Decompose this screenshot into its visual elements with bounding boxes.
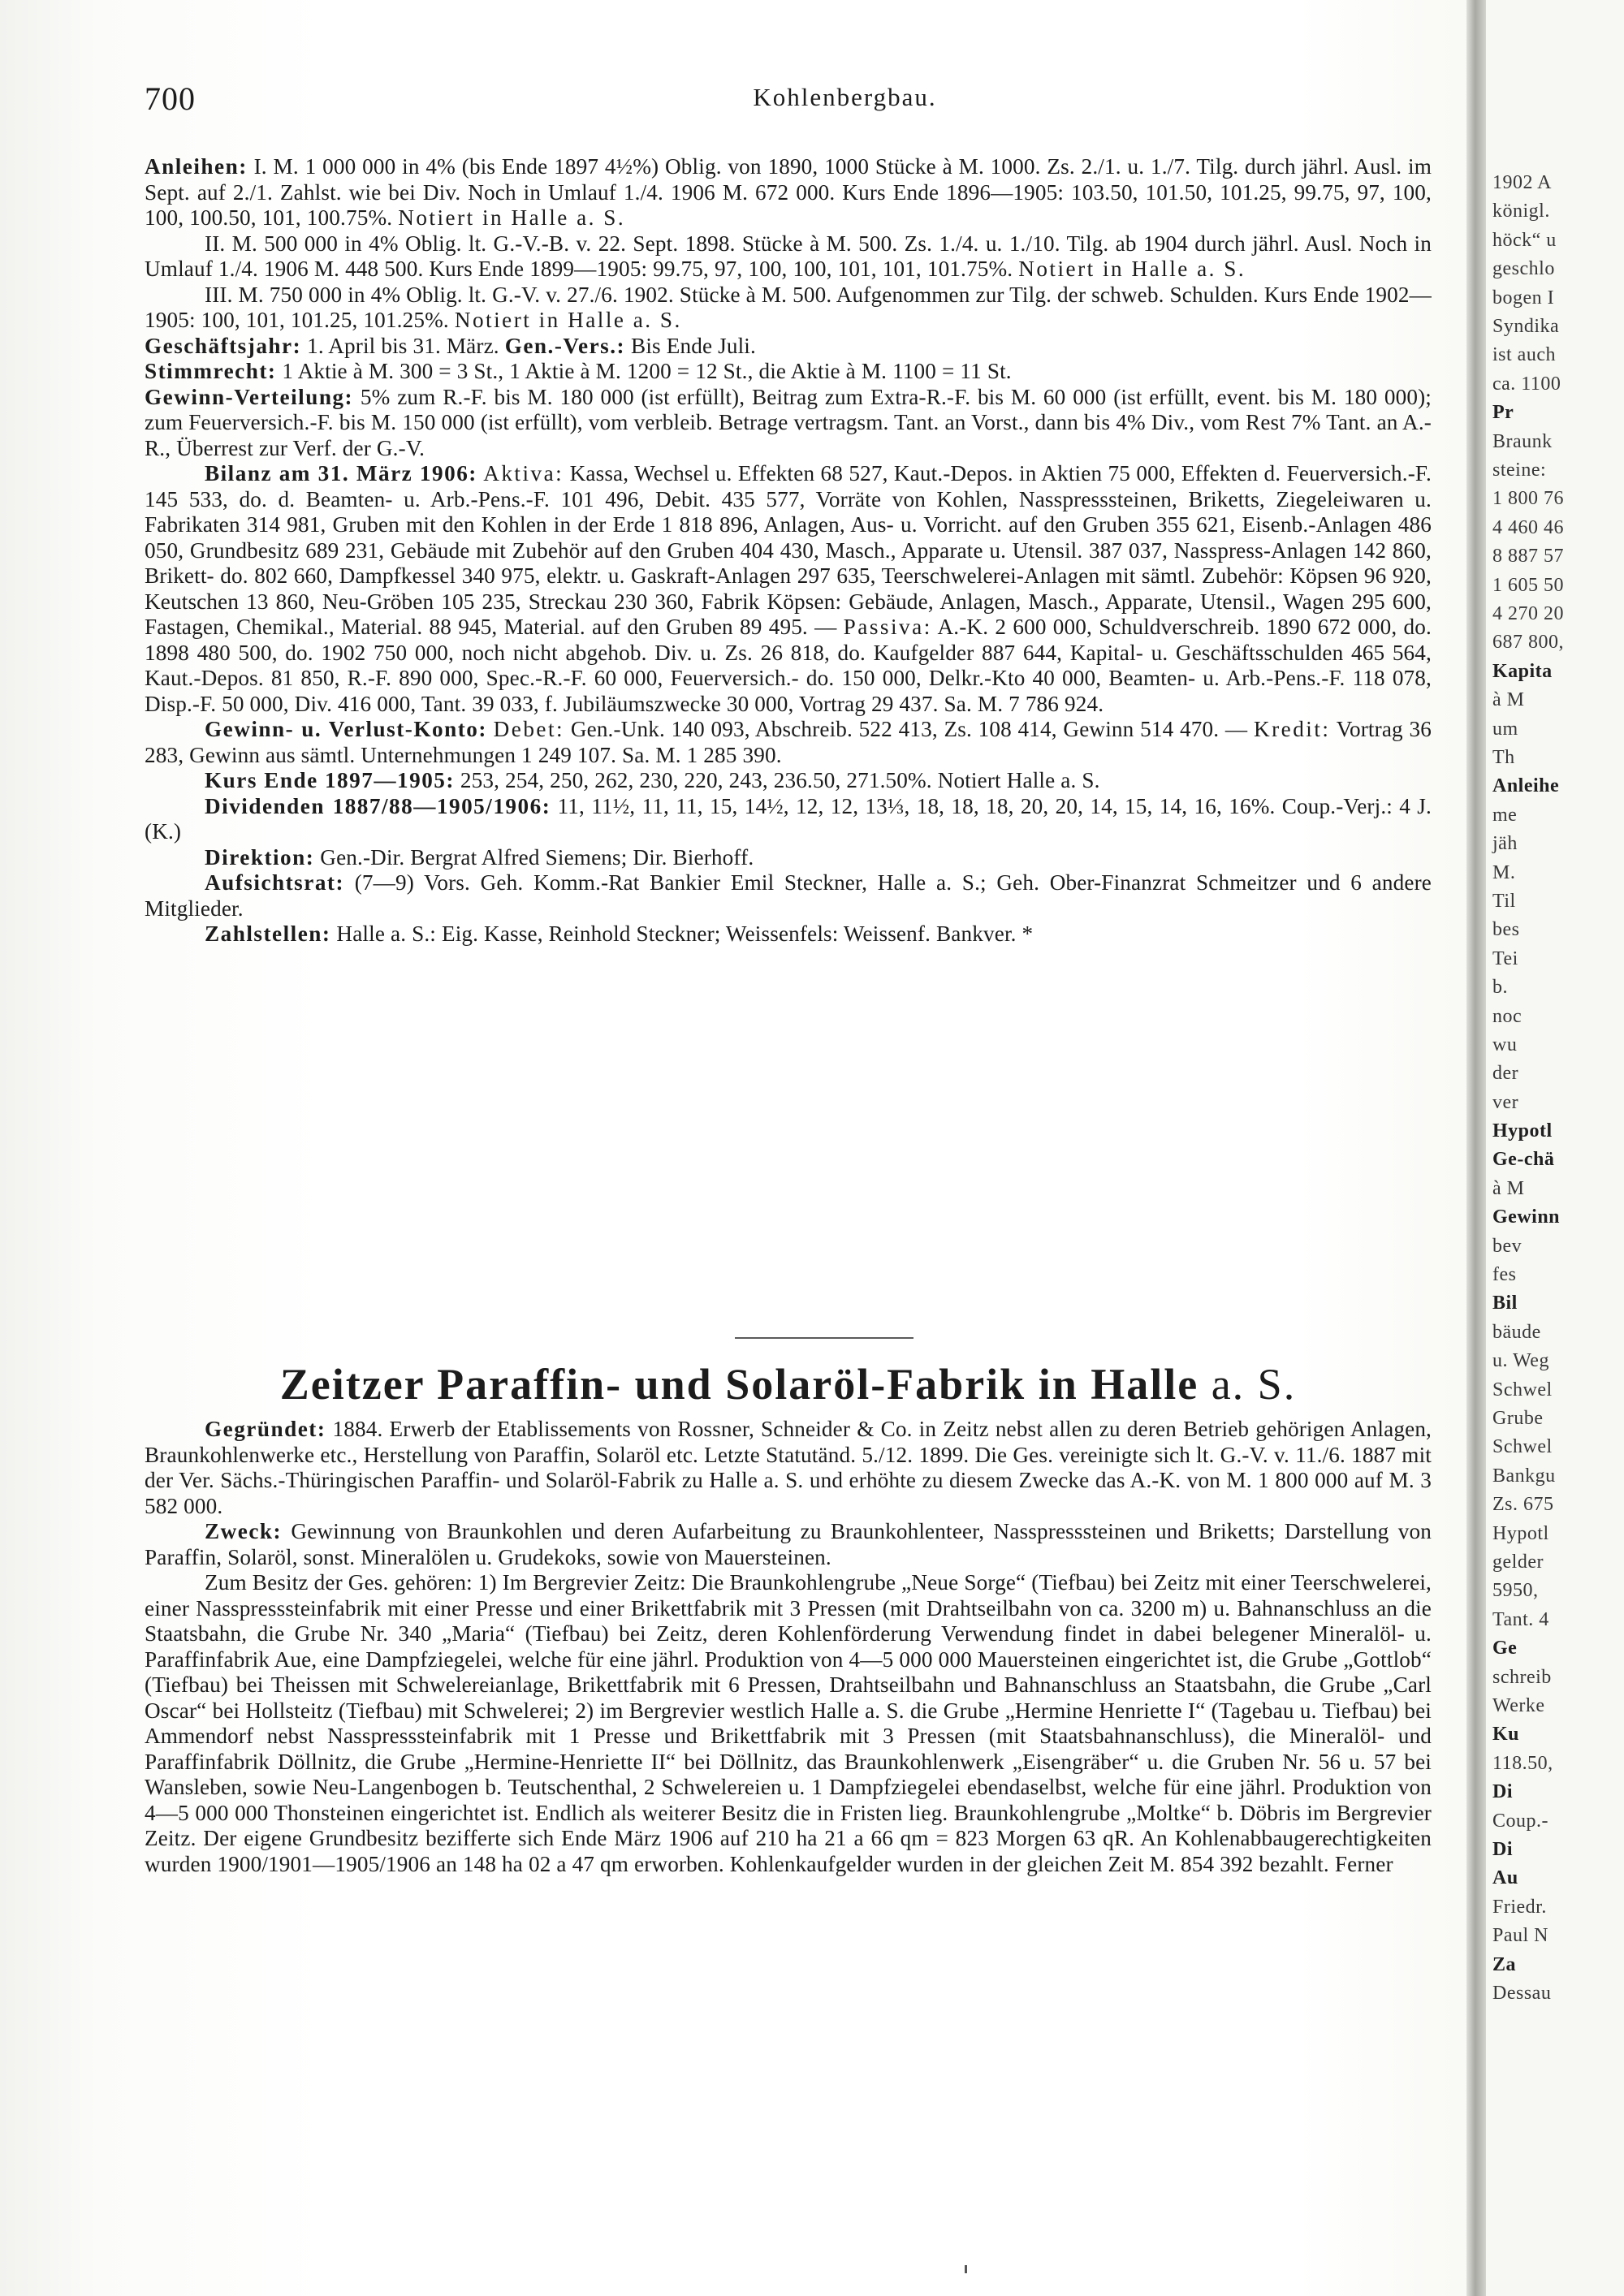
adjacent-page-fragment: Ge: [1492, 1638, 1518, 1659]
bilanz: Bilanz am 31. März 1906: Aktiva: Kassa, Wechsel u. Effekten 68 527, Kaut.-Depos. in Aktien 75 000, Effekten d. Feuerversich.-F. 145 533, do. d. Beamten- u. Arb.-Pens.-F. 101 496, Debit. 435 577, Vorräte von Kohlen, Nasspresssteinen, Briketts, Ziegeleiwaren u. Fabrikaten 314 981, Gruben mit den Kohlen in der Erde 1 818 896, Anlagen, Aus- u. Vorricht. auf den Gruben 355 621, Eisenb.-Anlagen 486 050, Grundbesitz 689 231, Gebäude mit Zubehör auf den Gruben 404 430, Masch., Apparate u. Utensil. 387 037, Nasspress-Anlagen 142 860, Brikett- do. 802 660, Dampfkessel 340 975, elektr. u. Gaskraft-Anlagen 297 635, Teerschwelerei-Anlagen mit sämtl. Zubehör: Köpsen 96 920, Keutschen 13 860, Neu-Gröben 105 235, Streckau 230 360, Fabrik Köpsen: Gebäude, Anlagen, Masch., Apparate, Utensil., Wagen 295 600, Fastagen, Chemikal., Material. 88 945, Material. auf den Gruben 89 495. — Passiva: A.-K. 2 600 000, Schuldverschreib. 1890 672 000, do. 1898 480 500, do. 1902 750 000, noch nicht abgehob. Div. u. Zs. 26 818, do. Kaufgelder 887 644, Kapital- u. Geschäftsschulden 465 564, Kaut.-Depos. 81 850, R.-F. 890 000, Spec.-R.-F. 60 000, Feuerversich.- do. 150 000, Delkr.-Kto 40 000, Beamten- u. Arb.-Pens.-F. 118 078, Disp.-F. 50 000, Div. 416 000, Tant. 39 033, f. Jubiläumszwecke 30 000, Vortrag 29 437. Sa. M. 7 786 924.: [145, 461, 1432, 716]
kurs: Kurs Ende 1897—1905: 253, 254, 250, 262, 230, 220, 243, 236.50, 271.50%. Notiert Halle a. S.: [205, 768, 1100, 792]
running-head: Kohlenbergbau.: [753, 83, 937, 111]
stimmrecht: Stimmrecht: 1 Aktie à M. 300 = 3 St., 1 Aktie à M. 1200 = 12 St., die Aktie à M. 1100 = 11 St.: [145, 359, 1012, 383]
adjacent-page-fragment: Za: [1492, 1954, 1517, 1975]
adjacent-page-fragment: b.: [1492, 977, 1508, 998]
adjacent-page-fragment: 4 270 20: [1492, 603, 1564, 624]
adjacent-page-fragment: bev: [1492, 1236, 1522, 1257]
adjacent-page-fragment: gelder: [1492, 1552, 1544, 1573]
anleihen-ii: II. M. 500 000 in 4% Oblig. lt. G.-V.-B. v. 22. Sept. 1898. Stücke à M. 500. Zs. 1./4. u. 1./10. Tilg. ab 1904 durch jährl. Ausl. Noch in Umlauf 1./4. 1906 M. 448 500. Kurs Ende 1899—1905: 99.75, 97, 100, 100, 101, 101, 101.75%. Notiert in Halle a. S.: [145, 231, 1432, 281]
adjacent-page-fragment: Braunk: [1492, 431, 1553, 452]
gewinn-verlust-konto: Gewinn- u. Verlust-Konto: Debet: Gen.-Unk. 140 093, Abschreib. 522 413, Zs. 108 414, Gewinn 514 470. — Kredit: Vortrag 36 283, Gewinn aus sämtl. Unternehmungen 1 249 107. Sa. M. 1 285 390.: [145, 717, 1432, 767]
adjacent-page-fragment: Pr: [1492, 402, 1514, 423]
company-entry-zeitzer: [145, 1417, 1432, 1877]
book-gutter: [1466, 0, 1486, 2296]
adjacent-page-fragment: Friedr.: [1492, 1897, 1547, 1918]
direktion: Direktion: Gen.-Dir. Bergrat Alfred Siemens; Dir. Bierhoff.: [205, 844, 754, 870]
anleihen-iii: III. M. 750 000 in 4% Oblig. lt. G.-V. v. 27./6. 1902. Stücke à M. 500. Aufgenommen zur Tilg. der schweb. Schulden. Kurs Ende 1902—1905: 100, 101, 101.25, 101.25%. Notiert in Halle a. S.: [145, 282, 1432, 332]
adjacent-page-fragment: 118.50,: [1492, 1753, 1553, 1774]
adjacent-page-fragment: Zs. 675: [1492, 1494, 1554, 1515]
adjacent-page-fragment: um: [1492, 719, 1518, 740]
adjacent-page-fragment: Bankgu: [1492, 1465, 1556, 1487]
adjacent-page-fragment: Au: [1492, 1867, 1518, 1888]
adjacent-page-fragment: jäh: [1492, 833, 1518, 854]
adjacent-page-fragment: 8 887 57: [1492, 546, 1564, 567]
adjacent-page-fragment: ca. 1100: [1492, 373, 1561, 395]
adjacent-page-fragment: wu: [1492, 1034, 1518, 1055]
adjacent-page-fragment: steine:: [1492, 460, 1547, 481]
adjacent-page-fragment: Coup.-: [1492, 1810, 1548, 1832]
adjacent-page-fragment: ist auch: [1492, 344, 1556, 365]
geschaeftsjahr: Geschäftsjahr: 1. April bis 31. März. Gen.-Vers.: Bis Ende Juli.: [145, 333, 756, 358]
besitz: Zum Besitz der Ges. gehören: 1) Im Bergrevier Zeitz: Die Braunkohlengrube „Neue Sorge“ (Tiefbau) bei Zeitz mit einer Teerschwelerei, einer Nasspresssteinfabrik mit einer Presse und einer Brikettfabrik mit 3 Pressen (mit Drahtseilbahn von ca. 3200 m) u. Bahnanschluss an die Staatsbahn, die Grube Nr. 340 „Maria“ (Tiefbau) bei Zeitz, deren Kohlenförderung Verwendung findet in dabei belegener Mineralöl- u. Paraffinfabrik Aue, eine Dampfziegelei, welche für eine jährl. Produktion von 4—5 000 000 Mauersteinen eingerichtet ist, die Grube „Gottlob“ (Tiefbau) bei Theissen mit Schwelereianlage, Brikettfabrik mit 6 Pressen, Drahtseilbahn und Bahnanschluss an Staatsbahn, die Grube „Carl Oscar“ bei Hollsteitz (Tiefbau) mit Schwelerei; 2) im Bergrevier westlich Halle a. S. die Grube „Hermine Henriette I“ (Tagebau u. Tiefbau) bei Ammendorf nebst Nasspresssteinfabrik mit 1 Presse und Brikettfabrik mit 3 Pressen (mit Staatsbahnanschluss), die Mineralöl- und Paraffinfabrik Döllnitz, die Grube „Hermine-Henriette II“ bei Döllnitz, das Braunkohlenwerk „Eisengräber“ u. die Gruben Nr. 56 u. 57 bei Wansleben, sowie Neu-Langenbogen b. Teutschenthal, 2 Schwelereien u. 1 Dampfziegelei ebendaselbst, welche für eine jährl. Produktion von 4—5 000 000 Thonsteinen eingerichtet ist. Endlich als weiterer Besitz die in Fristen lieg. Braunkohlengrube „Moltke“ b. Döbris im Bergrevier Zeitz. Der eigene Grundbesitz bezifferte sich Ende März 1906 auf 210 ha 21 a 66 qm = 823 Morgen 63 qR. An Kohlenabbaugerechtigkeiten wurden 1900/1901—1905/1906 an 148 ha 02 a 47 qm erworben. Kohlenkaufgelder wurden in der gleichen Zeit M. 854 392 bezahlt. Ferner: [145, 1570, 1432, 1876]
adjacent-page-fragment: Dessau: [1492, 1983, 1552, 2004]
gewinn-verteilung: Gewinn-Verteilung: 5% zum R.-F. bis M. 180 000 (ist erfüllt), Beitrag zum Extra-R.-F. bis M. 60 000 (ist erfüllt, event. bis M. 180 000); zum Feuerversich.-F. bis M. 150 000 (ist erfüllt), vom verbleib. Betrage vertragsm. Tant. an Vorst., dann bis 4% Div., vom Rest 7% Tant. an A.-R., Überrest zur Verf. der G.-V.: [145, 384, 1432, 460]
adjacent-page-fragment: 4 460 46: [1492, 517, 1564, 538]
adjacent-page-fragment: Hypotl: [1492, 1523, 1549, 1544]
adjacent-page-fragment: Tei: [1492, 948, 1518, 969]
adjacent-page-fragment: Til: [1492, 891, 1516, 912]
adjacent-page-fragment: Syndika: [1492, 316, 1560, 337]
zahlstellen: Zahlstellen: Halle a. S.: Eig. Kasse, Reinhold Steckner; Weissenfels: Weissenf. Bankver. *: [205, 921, 1034, 946]
adjacent-page-fragment: Gewinn: [1492, 1206, 1561, 1228]
adjacent-page-fragment: höck“ u: [1492, 230, 1557, 251]
adjacent-page-fragment: Th: [1492, 747, 1515, 768]
adjacent-page-fragment: 1 800 76: [1492, 488, 1564, 509]
adjacent-page-fragment: Hypotl: [1492, 1120, 1553, 1142]
adjacent-page-fragment: me: [1492, 805, 1518, 826]
adjacent-page-fragment: Kapita: [1492, 661, 1553, 682]
adjacent-page-fragment: Ge-chä: [1492, 1149, 1555, 1170]
adjacent-page-fragment: Grube: [1492, 1408, 1544, 1429]
anleihen-i: Anleihen: I. M. 1 000 000 in 4% (bis Ende 1897 4½%) Oblig. von 1890, 1000 Stücke à M. 1000. Zs. 2./1. u. 1./7. Tilg. durch jährl. Ausl. im Sept. auf 2./1. Zahlst. wie bei Div. Noch in Umlauf 1./4. 1906 M. 672 000. Kurs Ende 1896—1905: 103.50, 101.50, 101.25, 99.75, 97, 100, 100, 100.50, 101, 100.75%. Notiert in Halle a. S.: [145, 154, 1432, 230]
adjacent-page-fragment: Ku: [1492, 1724, 1520, 1745]
adjacent-page-fragment: noc: [1492, 1006, 1522, 1027]
adjacent-page-fragment: bes: [1492, 919, 1520, 940]
page-number: 700: [145, 80, 196, 117]
adjacent-page-fragment: Tant. 4: [1492, 1609, 1549, 1630]
adjacent-page-strip: [1486, 0, 1624, 2296]
adjacent-page-fragment: 1 605 50: [1492, 575, 1564, 596]
adjacent-page-fragment: M.: [1492, 862, 1516, 883]
adjacent-page-fragment: Schwel: [1492, 1379, 1553, 1400]
adjacent-page-fragment: à M: [1492, 689, 1525, 710]
adjacent-page-fragment: Paul N: [1492, 1925, 1548, 1946]
zweck: Zweck: Gewinnung von Braunkohlen und deren Aufarbeitung zu Braunkohlenteer, Nasspresssteinen und Briketts; Darstellung von Paraffin, Solaröl, sonst. Mineralölen u. Grudekoks, sowie von Mauersteinen.: [145, 1519, 1432, 1569]
adjacent-page-fragment: bäude: [1492, 1322, 1541, 1343]
company-title: Zeitzer Paraffin- und Solaröl-Fabrik in Halle a. S.: [279, 1360, 1297, 1409]
adjacent-page-fragment: geschlo: [1492, 258, 1555, 279]
adjacent-page-fragment: fes: [1492, 1264, 1517, 1285]
adjacent-page-fragment: ver: [1492, 1092, 1519, 1113]
adjacent-page-fragment: à M: [1492, 1178, 1525, 1199]
section-divider: [735, 1337, 914, 1339]
adjacent-page-fragment: Di: [1492, 1839, 1513, 1860]
company-entry-continued: [145, 154, 1432, 947]
page-header: [145, 80, 1432, 120]
adjacent-page-fragment: der: [1492, 1063, 1519, 1084]
adjacent-page-fragment: Schwel: [1492, 1436, 1553, 1457]
adjacent-page-fragment: Werke: [1492, 1695, 1545, 1716]
print-mark: [965, 2265, 967, 2273]
adjacent-page-fragment: 687 800,: [1492, 632, 1564, 653]
aufsichtsrat: Aufsichtsrat: (7—9) Vors. Geh. Komm.-Rat Bankier Emil Steckner, Halle a. S.; Geh. Ober-Finanzrat Schmeitzer und 6 andere Mitglieder.: [145, 870, 1432, 921]
adjacent-page-fragment: 1902 A: [1492, 172, 1553, 193]
gegruendet: Gegründet: 1884. Erwerb der Etablissements von Rossner, Schneider & Co. in Zeitz nebst allen zu deren Betrieb gehörigen Anlagen, Braunkohlenwerke etc., Herstellung von Paraffin, Solaröl etc. Letzte Statutänd. 5./12. 1899. Die Ges. vereinigte sich lt. G.-V. v. 11./6. 1887 mit der Ver. Sächs.-Thüringischen Paraffin- und Solaröl-Fabrik zu Halle a. S. und erhöhte zu diesem Zwecke das A.-K. von M. 1 800 000 auf M. 3 582 000.: [145, 1417, 1432, 1518]
adjacent-page-fragment: königl.: [1492, 201, 1550, 222]
adjacent-page-fragment: bogen I: [1492, 287, 1555, 309]
adjacent-page-fragment: 5950,: [1492, 1580, 1539, 1601]
adjacent-page-fragment: Di: [1492, 1781, 1513, 1802]
adjacent-page-fragment: Anleihe: [1492, 775, 1560, 796]
adjacent-page-fragment: u. Weg: [1492, 1350, 1549, 1371]
adjacent-page-fragment: schreib: [1492, 1667, 1552, 1688]
dividenden: Dividenden 1887/88—1905/1906: 11, 11½, 11, 11, 15, 14½, 12, 12, 13⅓, 18, 18, 18, 20, 20, 14, 15, 14, 16, 16%. Coup.-Verj.: 4 J. (K.): [145, 793, 1432, 844]
adjacent-page-fragment: Bil: [1492, 1293, 1518, 1314]
